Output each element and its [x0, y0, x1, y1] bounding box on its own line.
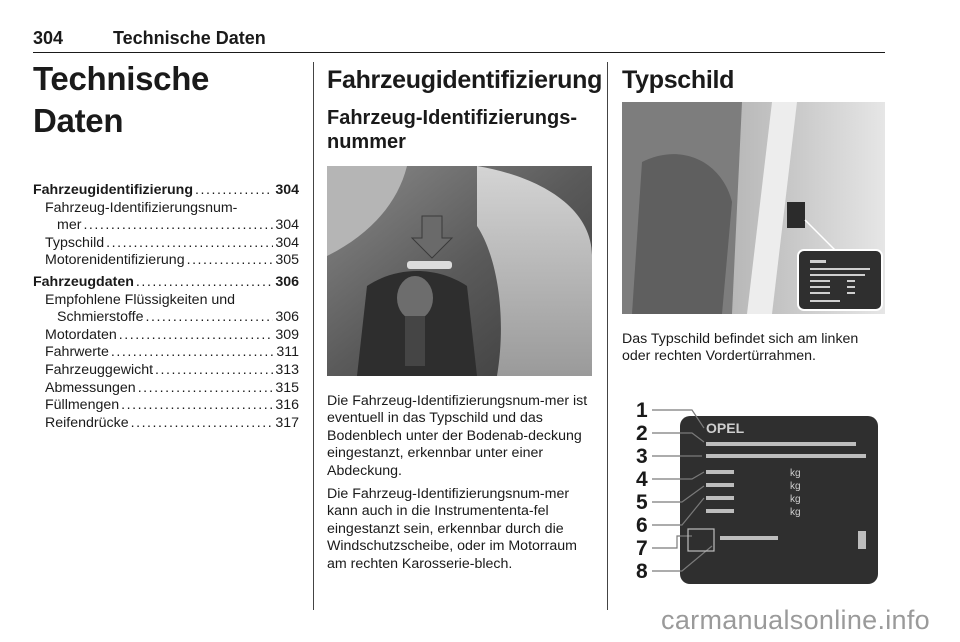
weight-unit: kg — [790, 480, 801, 492]
toc-entry-line[interactable]: Empfohlene Flüssigkeiten und — [45, 291, 236, 308]
toc-entry[interactable] — [33, 217, 299, 235]
callout-number: 2 — [636, 421, 648, 445]
toc-entry[interactable] — [33, 397, 299, 415]
toc-entry-page: 306 — [275, 273, 299, 290]
toc-entry-title: Fahrzeugidentifizierung — [33, 182, 194, 198]
toc-entry-page: 317 — [275, 414, 299, 431]
running-header-title: Technische Daten — [113, 28, 266, 48]
callout-number: 4 — [636, 467, 648, 491]
toc-entry-page: 304 — [275, 182, 299, 198]
column-divider — [607, 62, 608, 610]
column-toc — [33, 58, 299, 432]
subsection-heading-line: nummer — [327, 131, 406, 153]
callout-number: 8 — [636, 559, 648, 583]
callout-number: 3 — [636, 444, 648, 468]
toc-entry-title: Typschild — [45, 234, 105, 251]
weight-unit: kg — [790, 506, 801, 518]
toc-entry-title: Fahrzeuggewicht — [45, 361, 154, 378]
toc-entry[interactable] — [33, 344, 299, 362]
toc-entry-title: Reifendrücke — [45, 414, 129, 431]
toc-entry-line[interactable]: Fahrzeug-Identifizierungsnum- — [45, 199, 238, 216]
toc-entry-title: Motorenidentifizierung — [45, 252, 185, 269]
section-heading: Fahrzeugidentifizierung — [327, 66, 603, 94]
toc-entry[interactable] — [33, 415, 299, 433]
toc-entry-page: 313 — [275, 361, 299, 378]
paragraph: Die Fahrzeug-Identifizierungsnum-mer ist eventuell in das Typschild und das Bodenblech unter der Bodenab-deckung eingestanzt, erkennbar unter einer Abdeckung. — [327, 393, 588, 479]
vin-description — [327, 393, 595, 573]
watermark: carmanualsonline.info — [661, 605, 930, 635]
type-plate-description: Das Typschild befindet sich am linken oder rechten Vordertürrahmen. — [622, 331, 859, 365]
type-plate-diagram — [622, 386, 885, 598]
column-vin — [327, 64, 603, 579]
toc-entry-title: Schmierstoffe — [57, 309, 144, 326]
type-plate-location-photo — [622, 102, 885, 314]
plate-brand: OPEL — [706, 419, 745, 436]
chapter-title: Technische Daten — [33, 60, 210, 139]
toc-entry-title: Abmessungen — [45, 379, 136, 396]
callout-number: 5 — [636, 490, 648, 514]
toc-entry-page: 315 — [275, 379, 299, 396]
column-divider — [313, 62, 314, 610]
subsection-heading — [327, 106, 595, 154]
vin-location-photo — [327, 166, 592, 376]
toc-entry[interactable] — [33, 182, 299, 200]
toc-entry-page: 311 — [276, 344, 299, 361]
toc-entry-page: 305 — [275, 252, 299, 269]
toc-entry[interactable] — [33, 274, 299, 292]
toc-entry[interactable] — [33, 309, 299, 327]
toc-entry-page: 316 — [275, 397, 299, 414]
callout-number: 6 — [636, 513, 648, 537]
toc-entry[interactable] — [33, 380, 299, 398]
toc-entry[interactable] — [33, 235, 299, 253]
page-header — [33, 26, 885, 53]
toc-entry-page: 304 — [275, 234, 299, 251]
toc-entry-title: Füllmengen — [45, 397, 120, 414]
weight-unit: kg — [790, 467, 801, 479]
toc-entry-title: Fahrwerte — [45, 344, 109, 361]
column-type-plate — [622, 64, 887, 603]
paragraph: Die Fahrzeug-Identifizierungsnum-mer kann auch in die Instrumententa-fel eingestanzt sein, erkennbar durch die Windschutzscheibe, oder im Motorraum am rechten Karosserie-blech. — [327, 486, 577, 572]
toc-entry[interactable] — [33, 362, 299, 380]
callout-number: 1 — [636, 398, 648, 422]
table-of-contents — [33, 182, 299, 432]
weight-unit: kg — [790, 493, 801, 505]
toc-entry[interactable] — [33, 327, 299, 345]
subsection-heading-line: Fahrzeug-Identifizierungs- — [327, 107, 577, 129]
toc-entry-page: 306 — [275, 309, 299, 326]
toc-entry[interactable] — [33, 252, 299, 270]
page-number: 304 — [33, 28, 64, 48]
callout-number: 7 — [636, 536, 648, 560]
toc-entry-page: 304 — [275, 217, 299, 234]
toc-entry-page: 309 — [275, 326, 299, 343]
section-heading: Typschild — [622, 66, 735, 94]
toc-entry-title: Fahrzeugdaten — [33, 273, 134, 290]
toc-entry-title: mer — [57, 217, 82, 234]
toc-entry-title: Motordaten — [45, 326, 117, 343]
